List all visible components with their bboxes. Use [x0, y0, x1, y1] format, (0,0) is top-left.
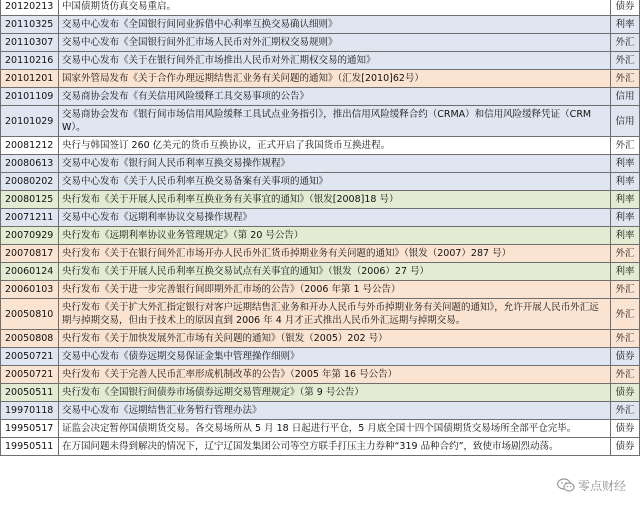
event-category: 外汇 — [611, 245, 640, 263]
table-row — [1, 106, 640, 137]
event-category: 外汇 — [611, 330, 640, 348]
event-date: 20050721 — [1, 366, 59, 384]
event-date: 20080125 — [1, 191, 59, 209]
table-row — [1, 137, 640, 155]
event-category: 信用 — [611, 106, 640, 137]
event-description: 央行发布《关于完善人民币汇率形成机制改革的公告》（2005 年第 16 号公告） — [59, 366, 611, 384]
table-row — [1, 88, 640, 106]
event-date: 20060103 — [1, 281, 59, 299]
event-description: 央行发布《远期利率协议业务管理规定》（第 20 号公告） — [59, 227, 611, 245]
event-date: 20110307 — [1, 34, 59, 52]
event-description: 央行发布《全国银行间债券市场债券远期交易管理规定》（第 9 号公告） — [59, 384, 611, 402]
watermark-text: 零点财经 — [577, 479, 626, 493]
event-date: 19970118 — [1, 402, 59, 420]
event-description: 交易中心发布《债券远期交易保证金集中管理操作细则》 — [59, 348, 611, 366]
events-table-body — [1, 0, 640, 456]
event-date: 20071211 — [1, 209, 59, 227]
table-row — [1, 209, 640, 227]
event-date: 20050808 — [1, 330, 59, 348]
event-category: 利率 — [611, 155, 640, 173]
event-category: 债券 — [611, 384, 640, 402]
event-description: 交易商协会发布《银行间市场信用风险缓释工具试点业务指引》，推出信用风险缓释合约（CRMA）和信用风险缓释凭证（CRMW）。 — [59, 106, 611, 137]
event-description: 中国债期货仿真交易重启。 — [59, 0, 611, 16]
event-date: 19950511 — [1, 438, 59, 456]
event-category: 外汇 — [611, 281, 640, 299]
table-row — [1, 348, 640, 366]
table-row — [1, 384, 640, 402]
event-description: 交易中心发布《远期利率协议交易操作规程》 — [59, 209, 611, 227]
event-category: 外汇 — [611, 366, 640, 384]
watermark — [557, 477, 626, 494]
event-description: 央行发布《关于在银行间外汇市场开办人民币外汇货币掉期业务有关问题的通知》（银发（2007）287 号） — [59, 245, 611, 263]
table-row — [1, 173, 640, 191]
event-description: 央行发布《关于开展人民币利率互换业务有关事宜的通知》（银发[2008]18 号） — [59, 191, 611, 209]
event-description: 交易中心发布《关于人民币利率互换交易备案有关事项的通知》 — [59, 173, 611, 191]
table-row — [1, 402, 640, 420]
table-row — [1, 191, 640, 209]
event-date: 20070817 — [1, 245, 59, 263]
event-category: 债券 — [611, 0, 640, 16]
event-category: 外汇 — [611, 34, 640, 52]
event-category: 外汇 — [611, 402, 640, 420]
event-category: 债券 — [611, 420, 640, 438]
table-row — [1, 155, 640, 173]
table-row — [1, 227, 640, 245]
table-row — [1, 263, 640, 281]
event-date: 20081212 — [1, 137, 59, 155]
event-description: 交易中心发布《银行间人民币利率互换交易操作规程》 — [59, 155, 611, 173]
event-description: 交易中心发布《全国银行间同业拆借中心利率互换交易确认细则》 — [59, 16, 611, 34]
table-row — [1, 52, 640, 70]
event-date: 20080202 — [1, 173, 59, 191]
event-description: 在万国问题未得到解决的情况下，辽宁辽国发集团公司等空方联手打压主力券种“319 品种合约”，致使市场剧烈动荡。 — [59, 438, 611, 456]
event-category: 利率 — [611, 263, 640, 281]
event-description: 央行发布《关于扩大外汇指定银行对客户远期结售汇业务和开办人民币与外币掉期业务有关问题的通知》，允许开展人民币外汇远期与掉期交易，但由于技术上的原因直到 2006 年 4 月才正式推出人民币外汇远期与掉期交易。 — [59, 299, 611, 330]
event-date: 20050511 — [1, 384, 59, 402]
event-date: 20080613 — [1, 155, 59, 173]
event-date: 20060124 — [1, 263, 59, 281]
event-date: 20070929 — [1, 227, 59, 245]
event-category: 外汇 — [611, 299, 640, 330]
event-category: 信用 — [611, 88, 640, 106]
event-description: 交易中心发布《远期结售汇业务暂行管理办法》 — [59, 402, 611, 420]
event-category: 债券 — [611, 438, 640, 456]
event-category: 外汇 — [611, 52, 640, 70]
event-date: 19950517 — [1, 420, 59, 438]
event-date: 20050721 — [1, 348, 59, 366]
event-description: 证监会决定暂停国债期货交易。各交易场所从 5 月 18 日起进行平仓，5 月底全国十四个国债期货交易场所全部平仓完毕。 — [59, 420, 611, 438]
event-category: 利率 — [611, 227, 640, 245]
event-category: 利率 — [611, 209, 640, 227]
event-description: 交易中心发布《全国银行间外汇市场人民币对外汇期权交易规则》 — [59, 34, 611, 52]
event-description: 交易商协会发布《有关信用风险缓释工具交易事项的公告》 — [59, 88, 611, 106]
event-category: 利率 — [611, 191, 640, 209]
wechat-icon — [557, 478, 575, 493]
table-row — [1, 245, 640, 263]
event-category: 债券 — [611, 348, 640, 366]
table-row — [1, 70, 640, 88]
event-category: 利率 — [611, 173, 640, 191]
event-description: 央行发布《关于开展人民币利率互换交易试点有关事宜的通知》（银发（2006）27 号） — [59, 263, 611, 281]
table-row — [1, 0, 640, 16]
event-category: 外汇 — [611, 70, 640, 88]
event-date: 20101029 — [1, 106, 59, 137]
event-date: 20120213 — [1, 0, 59, 16]
event-description: 央行发布《关于加快发展外汇市场有关问题的通知》（银发（2005）202 号） — [59, 330, 611, 348]
table-row — [1, 16, 640, 34]
event-date: 20101201 — [1, 70, 59, 88]
event-description: 央行发布《关于进一步完善银行间即期外汇市场的公告》（2006 年第 1 号公告） — [59, 281, 611, 299]
table-row — [1, 299, 640, 330]
event-description: 国家外管局发布《关于合作办理远期结售汇业务有关问题的通知》（汇发[2010]62号） — [59, 70, 611, 88]
event-date: 20050810 — [1, 299, 59, 330]
event-description: 央行与韩国签订 260 亿美元的货币互换协议，正式开启了我国货币互换进程。 — [59, 137, 611, 155]
table-row — [1, 34, 640, 52]
event-description: 交易中心发布《关于在银行间外汇市场推出人民币对外汇期权交易的通知》 — [59, 52, 611, 70]
table-row — [1, 366, 640, 384]
table-row — [1, 281, 640, 299]
table-row — [1, 330, 640, 348]
table-row — [1, 438, 640, 456]
event-category: 外汇 — [611, 137, 640, 155]
event-date: 20101109 — [1, 88, 59, 106]
event-date: 20110325 — [1, 16, 59, 34]
event-category: 利率 — [611, 16, 640, 34]
event-date: 20110216 — [1, 52, 59, 70]
table-row — [1, 420, 640, 438]
